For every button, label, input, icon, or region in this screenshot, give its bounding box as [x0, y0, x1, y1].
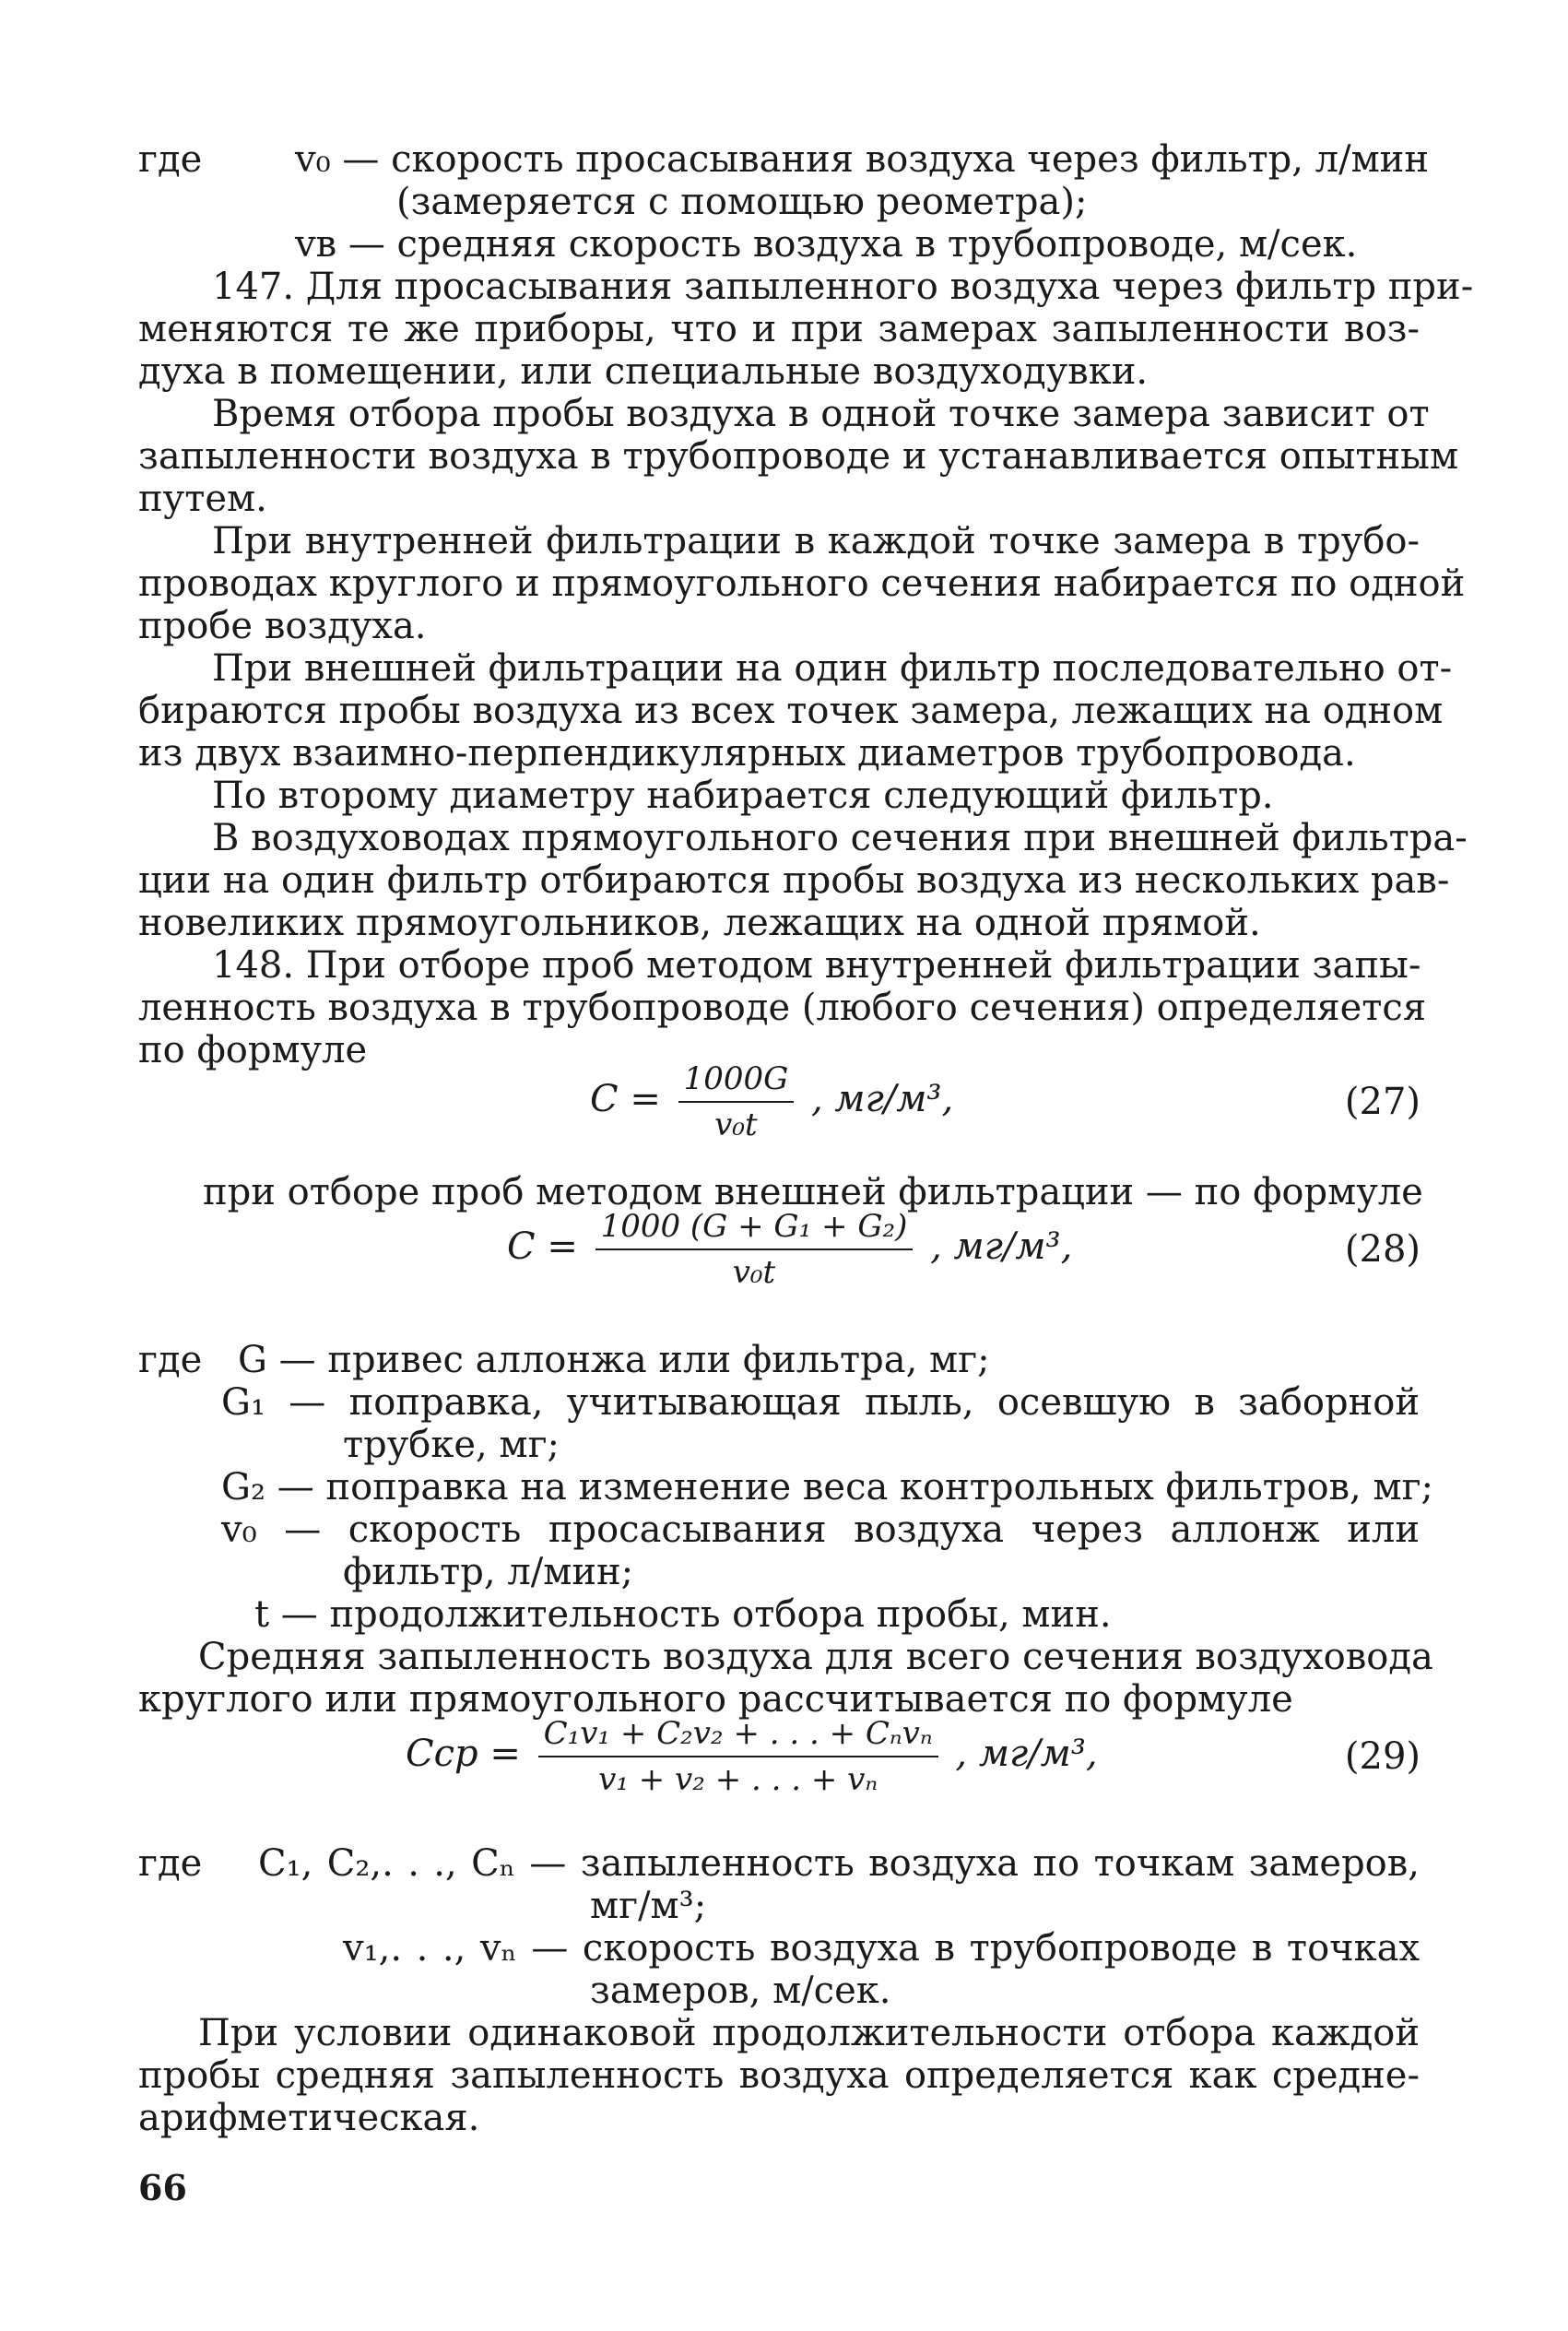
p-time-line1: Время отбора пробы воздуха в одной точке замера зависит от: [212, 393, 1430, 435]
formula-28-lhs: C =: [507, 1225, 578, 1268]
formula-28-unit: , мг/м³,: [930, 1225, 1073, 1268]
formula-28-denominator: v₀t: [732, 1254, 776, 1291]
def-v0-cont: (замеряется с помощью реометра);: [396, 181, 1088, 223]
p-external-line2: бираются пробы воздуха из всех точек замера, лежащих на одном: [138, 690, 1444, 732]
p148-line1: 148. При отборе проб методом внутренней фильтрации запы-: [212, 944, 1421, 987]
p-final-line3: арифметическая.: [138, 2097, 480, 2139]
formula-29: [406, 1715, 1098, 1798]
def-v: v₁,. . ., vₙ — скорость воздуха в трубопроводе в точках: [343, 1927, 1420, 1970]
p-rect-line1: В воздуховодах прямоугольного сечения при внешней фильтра-: [212, 817, 1468, 859]
where-label: где: [138, 138, 203, 181]
p-external-line1: При внешней фильтрации на один фильтр последовательно от-: [212, 647, 1453, 690]
p-time-line2: запыленности воздуха в трубопроводе и устанавливается опытным: [138, 435, 1459, 478]
p-ext-formula: при отборе проб методом внешней фильтрации — по формуле: [203, 1171, 1423, 1213]
p-avg-line2: круглого или прямоугольного рассчитывается по формуле: [138, 1678, 1293, 1721]
def-t: t — продолжительность отбора пробы, мин.: [254, 1593, 1112, 1636]
p-internal-line3: пробе воздуха.: [138, 605, 427, 647]
p-rect-line2: ции на один фильтр отбираются пробы воздуха из нескольких рав-: [138, 859, 1450, 902]
formula-28-numerator: 1000 (G + G₁ + G₂): [595, 1208, 914, 1250]
def-v0-2: v₀ — скорость просасывания воздуха через аллонж или: [221, 1509, 1420, 1551]
def-v-cont: замеров, м/сек.: [590, 1970, 891, 2012]
formula-29-numerator: C₁v₁ + C₂v₂ + . . . + Cₙvₙ: [538, 1715, 938, 1757]
def-vv-line: vв — средняя скорость воздуха в трубопроводе, м/сек.: [295, 223, 1358, 266]
formula-27: [590, 1060, 953, 1143]
def-v0-line: v₀ — скорость просасывания воздуха через фильтр, л/мин: [295, 138, 1429, 181]
def-G: G — привес аллонжа или фильтра, мг;: [238, 1339, 990, 1381]
p-internal-line2: проводах круглого и прямоугольного сечения набирается по одной: [138, 562, 1466, 605]
p-internal-line1: При внутренней фильтрации в каждой точке замера в трубо-: [212, 520, 1420, 562]
formula-27-unit: , мг/м³,: [810, 1078, 954, 1120]
formula-29-fraction: [538, 1715, 938, 1798]
formula-27-lhs: C =: [590, 1078, 661, 1120]
formula-27-fraction: [678, 1060, 795, 1143]
def-G1: G₁ — поправка, учитывающая пыль, осевшую в заборной: [221, 1381, 1420, 1424]
formula-27-denominator: v₀t: [714, 1106, 758, 1143]
p148-line3: по формуле: [138, 1029, 368, 1071]
p-external-line3: из двух взаимно-перпендикулярных диаметров трубопровода.: [138, 732, 1356, 775]
p-avg-line1: Средняя запыленность воздуха для всего сечения воздуховода: [198, 1636, 1433, 1678]
page-number: 66: [138, 2167, 187, 2208]
formula-28-fraction: [595, 1208, 914, 1291]
formula-29-lhs: Cср =: [406, 1733, 521, 1775]
where-label-2: где: [138, 1339, 203, 1381]
p-time-line3: путем.: [138, 478, 267, 520]
p147-line2: меняются те же приборы, что и при замерах запыленности воз-: [138, 308, 1420, 350]
p-second-diameter: По второму диаметру набирается следующий фильтр.: [212, 775, 1274, 817]
formula-29-number: (29): [1344, 1735, 1421, 1778]
where-label-3: где: [138, 1842, 203, 1885]
def-G2: G₂ — поправка на изменение веса контрольных фильтров, мг;: [221, 1466, 1434, 1509]
p147-line1: 147. Для просасывания запыленного воздуха через фильтр при-: [212, 266, 1474, 308]
formula-28-number: (28): [1344, 1228, 1421, 1271]
def-v0-2-cont: фильтр, л/мин;: [343, 1551, 634, 1593]
formula-29-unit: , мг/м³,: [955, 1733, 1098, 1775]
p147-line3: духа в помещении, или специальные воздуходувки.: [138, 350, 1149, 393]
p148-line2: ленность воздуха в трубопроводе (любого сечения) определяется: [138, 987, 1427, 1029]
def-G1-cont: трубке, мг;: [343, 1424, 560, 1466]
def-C-cont: мг/м³;: [590, 1885, 707, 1927]
p-final-line1: При условии одинаковой продолжительности отбора каждой: [198, 2012, 1420, 2054]
formula-27-number: (27): [1344, 1081, 1421, 1123]
p-rect-line3: новеликих прямоугольников, лежащих на одной прямой.: [138, 902, 1261, 944]
formula-27-numerator: 1000G: [678, 1060, 795, 1103]
formula-28: [507, 1208, 1072, 1291]
formula-29-denominator: v₁ + v₂ + . . . + vₙ: [598, 1761, 878, 1798]
def-C: C₁, C₂,. . ., Cₙ — запыленность воздуха по точкам замеров,: [258, 1842, 1420, 1885]
p-final-line2: пробы средняя запыленность воздуха определяется как средне-: [138, 2054, 1420, 2097]
